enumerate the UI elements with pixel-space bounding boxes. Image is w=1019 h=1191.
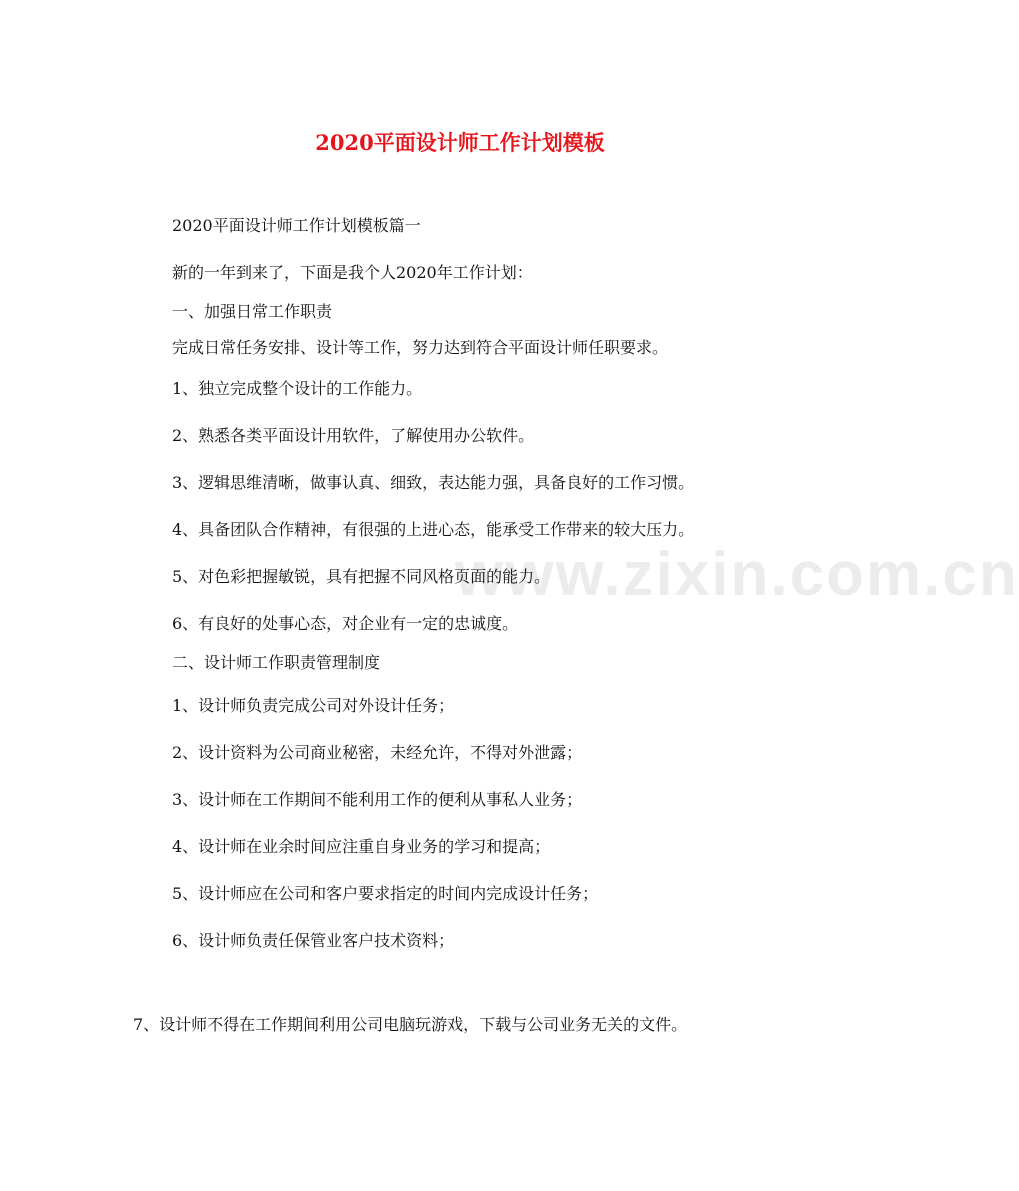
list-item: 6、有良好的处事心态，对企业有一定的忠诚度。	[172, 614, 519, 633]
list-item: 1、独立完成整个设计的工作能力。	[172, 379, 423, 398]
list-item: 2、熟悉各类平面设计用软件，了解使用办公软件。	[172, 426, 535, 445]
watermark: www.zixin.com.cn	[455, 540, 1019, 609]
list-item: 5、设计师应在公司和客户要求指定的时间内完成设计任务；	[172, 884, 599, 903]
paragraph: 完成日常任务安排、设计等工作，努力达到符合平面设计师任职要求。	[172, 338, 669, 357]
list-item: 5、对色彩把握敏锐，具有把握不同风格页面的能力。	[172, 567, 551, 586]
list-item: 4、具备团队合作精神，有很强的上进心态，能承受工作带来的较大压力。	[172, 520, 695, 539]
paragraph: 新的一年到来了，下面是我个人2020年工作计划：	[172, 263, 533, 282]
list-item: 3、设计师在工作期间不能利用工作的便利从事私人业务；	[172, 790, 583, 809]
list-item: 1、设计师负责完成公司对外设计任务；	[172, 696, 455, 715]
list-item: 3、逻辑思维清晰，做事认真、细致，表达能力强，具备良好的工作习惯。	[172, 473, 695, 492]
list-item: 6、设计师负责任保管业客户技术资料；	[172, 931, 455, 950]
section-heading: 二、设计师工作职责管理制度	[172, 653, 381, 672]
list-item: 4、设计师在业余时间应注重自身业务的学习和提高；	[172, 837, 551, 856]
section-heading: 2020平面设计师工作计划模板篇一	[172, 216, 421, 235]
document-title: 2020平面设计师工作计划模板	[315, 130, 605, 155]
list-item: 2、设计资料为公司商业秘密，未经允许，不得对外泄露；	[172, 743, 583, 762]
section-heading: 一、加强日常工作职责	[172, 302, 333, 321]
list-item: 7、设计师不得在工作期间利用公司电脑玩游戏，下载与公司业务无关的文件。	[133, 1015, 688, 1034]
